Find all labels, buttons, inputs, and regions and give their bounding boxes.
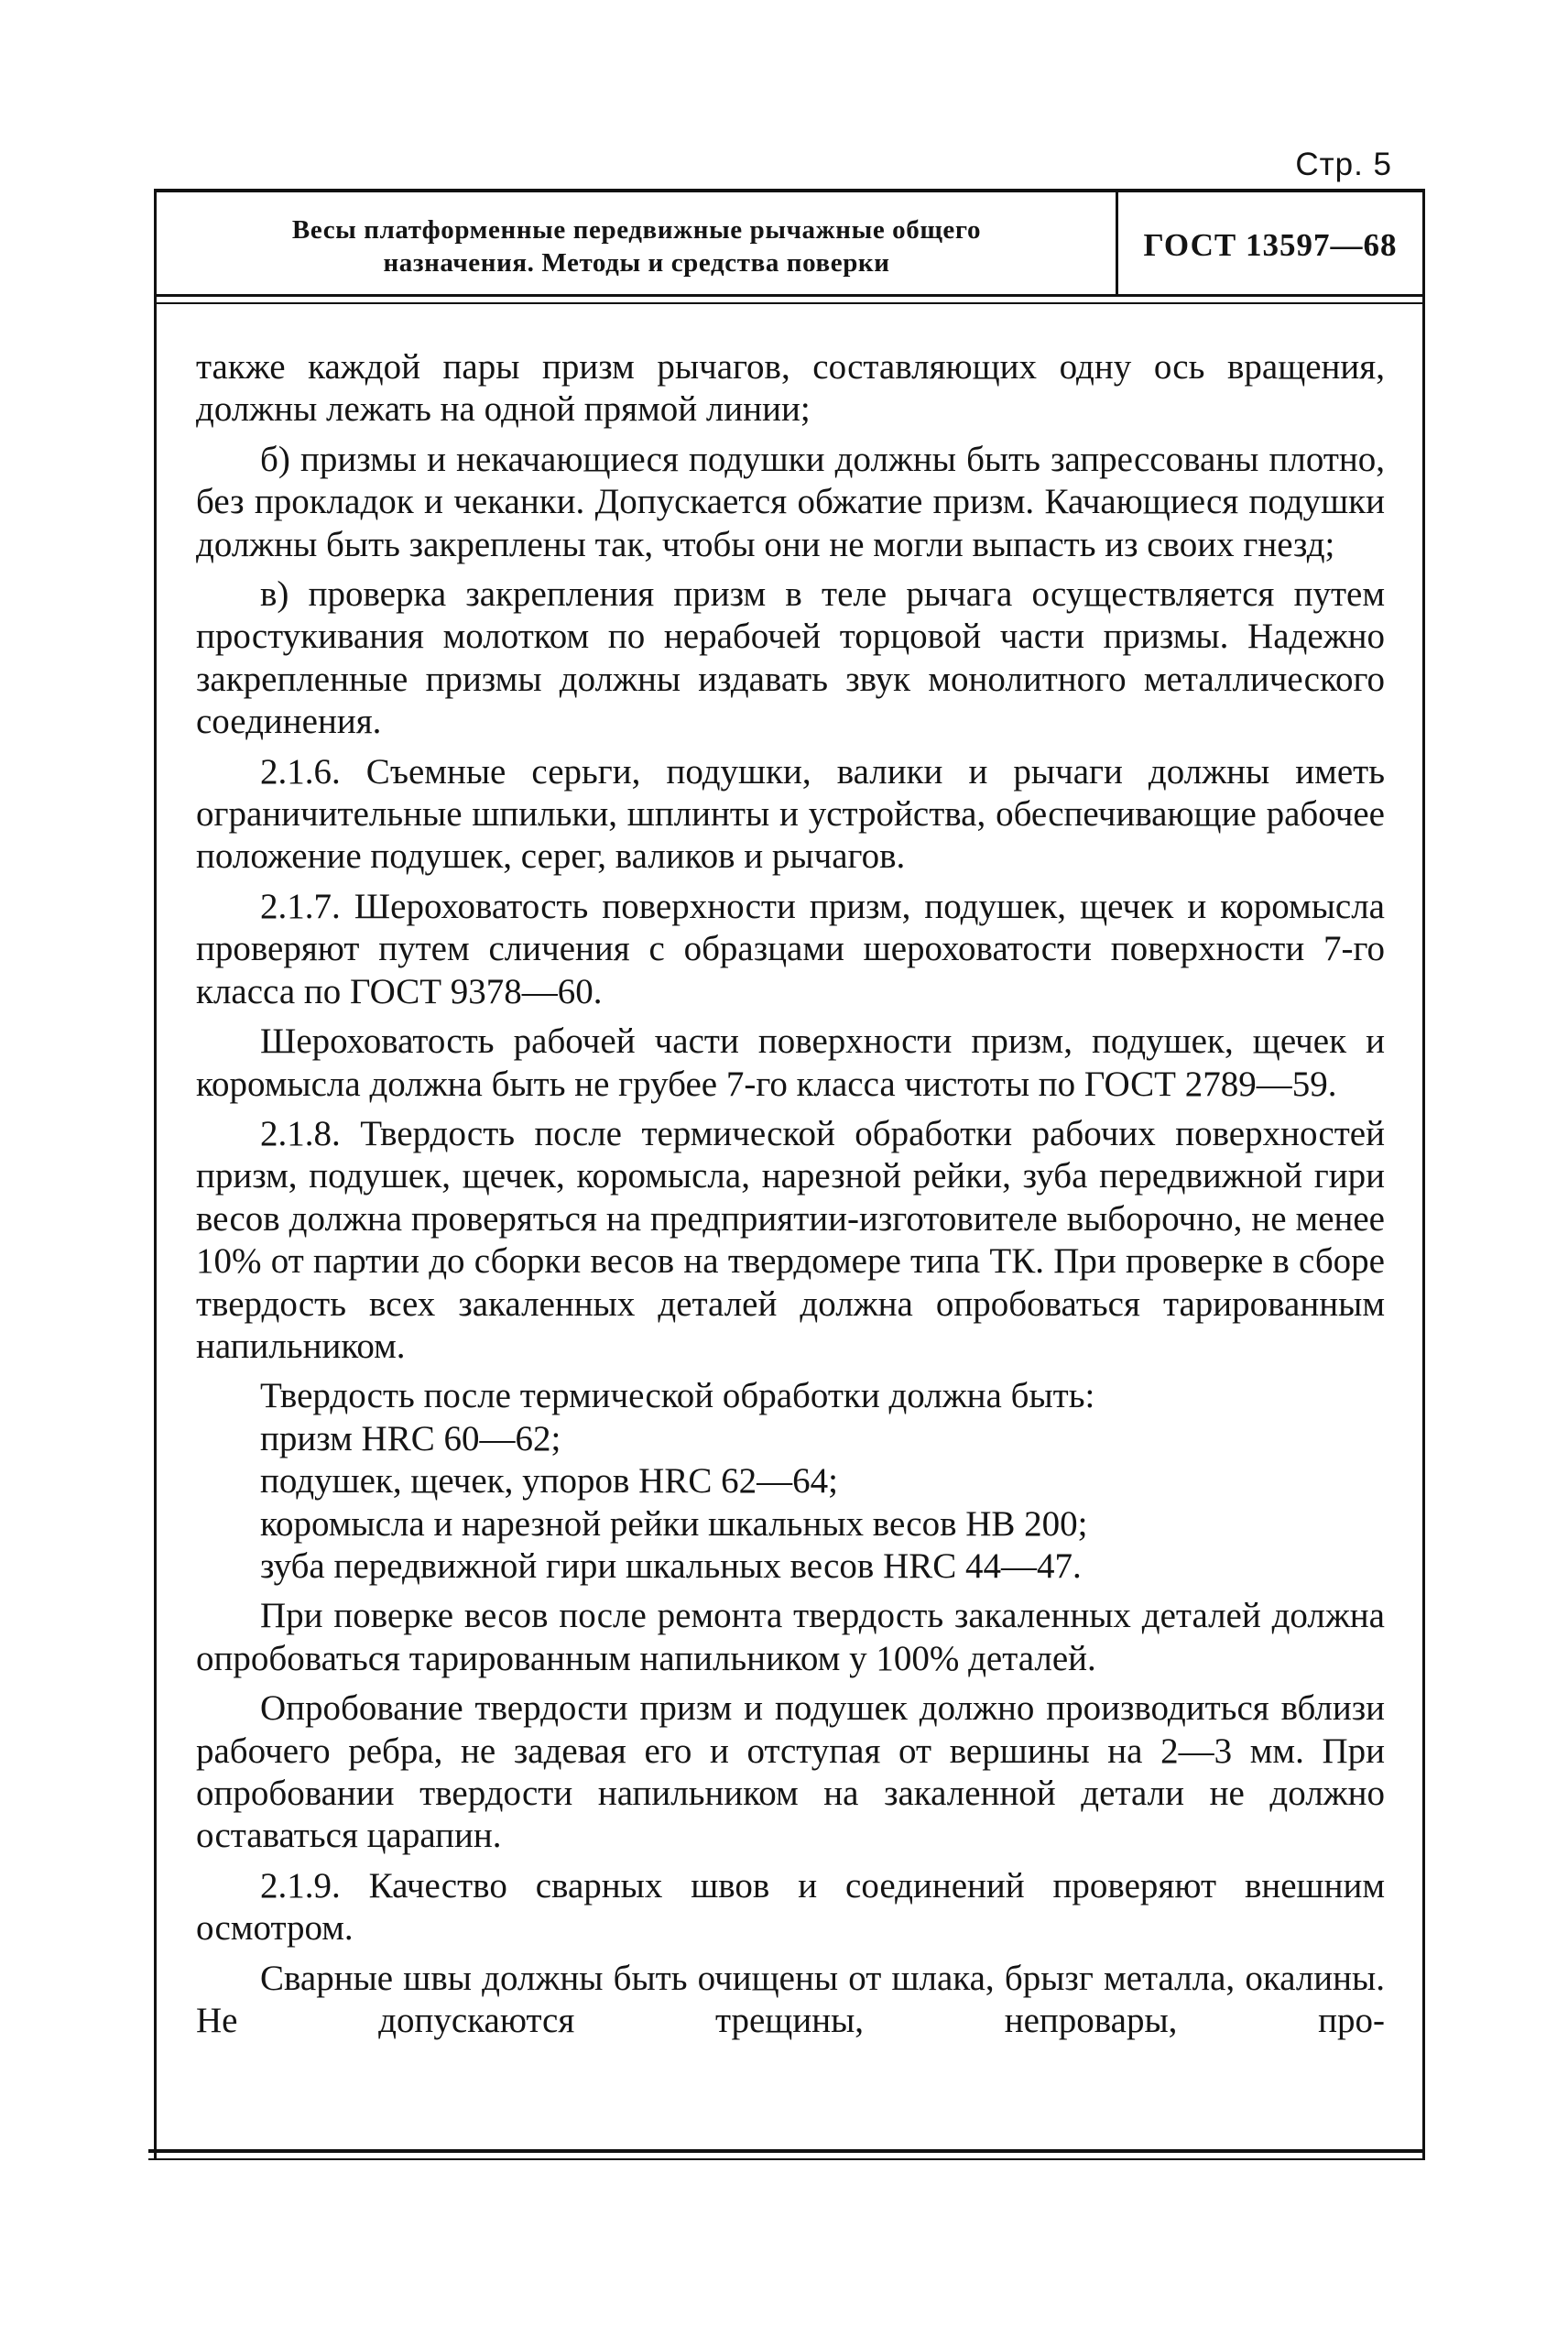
header-title-line1: Весы платформенные передвижные рычажные общего <box>291 215 982 245</box>
paragraph: Шероховатость рабочей части поверхности призм, подушек, щечек и коромысла должна быть не грубее 7-го класса чистоты по ГОСТ 2789—59. <box>196 1021 1385 1104</box>
paragraph: 2.1.7. Шероховатость поверхности призм, подушек, щечек и коромысла проверяют путем сличения с образцами шероховатости поверхности 7-го класса по ГОСТ 9378—60. <box>196 886 1385 1011</box>
paragraph: 2.1.9. Качество сварных швов и соединений проверяют внешним осмотром. <box>196 1865 1385 1949</box>
paragraph: б) призмы и некачающиеся подушки должны быть запрессованы плотно, без прокладок и чеканки. Допускается обжатие призм. Качающиеся подушки должны быть закреплены так, чтобы они не могли выпасть из своих гнезд; <box>196 439 1385 564</box>
list-item: призм HRC 60—62; <box>260 1418 561 1458</box>
header-gost-number: ГОСТ 13597—68 <box>1143 227 1398 263</box>
header-bottom-rule-thin <box>154 302 1425 304</box>
paragraph: 2.1.8. Твердость после термической обработки рабочих поверхностей призм, подушек, щечек, коромысла, нарезной рейки, зуба передвижной гири весов должна проверяться на предприятии-изготовителе выборочно, не менее 10% от партии до сборки весов на твердомере типа ТК. При проверке в сборе твердость всех закаленных деталей должна опробоваться тарированным напильником. <box>196 1113 1385 1366</box>
page-number: Стр. 5 <box>1295 147 1392 182</box>
paragraph: При поверке весов после ремонта твердость закаленных деталей должна опробоваться тарированным напильником у 100% деталей. <box>196 1596 1385 1678</box>
list-item: коромысла и нарезной рейки шкальных весов НВ 200; <box>260 1503 1088 1544</box>
header-title-line2: назначения. Методы и средства поверки <box>383 248 890 278</box>
header-divider <box>1116 192 1118 294</box>
frame-bottom-rule <box>148 2149 1425 2153</box>
paragraph: также каждой пары призм рычагов, составляющих одну ось вращения, должны лежать на одной прямой линии; <box>196 347 1385 430</box>
paragraph: Твердость после термической обработки должна быть: <box>260 1376 1095 1416</box>
frame-top-rule <box>154 189 1425 192</box>
document-body <box>196 346 1385 2049</box>
paragraph: в) проверка закрепления призм в теле рычага осуществляется путем простукивания молотком по нерабочей торцовой части призмы. Надежно закрепленные призмы должны издавать звук монолитного металлического соединения. <box>196 574 1385 742</box>
frame-bottom-rule-thin <box>148 2158 1425 2160</box>
paragraph: Сварные швы должны быть очищены от шлака, брызг металла, окалины. Не допускаются трещины, непровары, про- <box>196 1958 1385 2041</box>
paragraph: Опробование твердости призм и подушек должно производиться вблизи рабочего ребра, не задевая его и отступая от вершины на 2—3 мм. При опробовании твердости напильником на закаленной детали не должно оставаться царапин. <box>196 1688 1385 1856</box>
paragraph: 2.1.6. Съемные серьги, подушки, валики и рычаги должны иметь ограничительные шпильки, шплинты и устройства, обеспечивающие рабочее положение подушек, серег, валиков и рычагов. <box>196 751 1385 877</box>
header-bottom-rule <box>154 294 1425 297</box>
list-item: подушек, щечек, упоров HRC 62—64; <box>260 1461 838 1502</box>
list-item: зуба передвижной гири шкальных весов HRC 44—47. <box>260 1545 1082 1586</box>
header-title <box>165 213 1108 279</box>
